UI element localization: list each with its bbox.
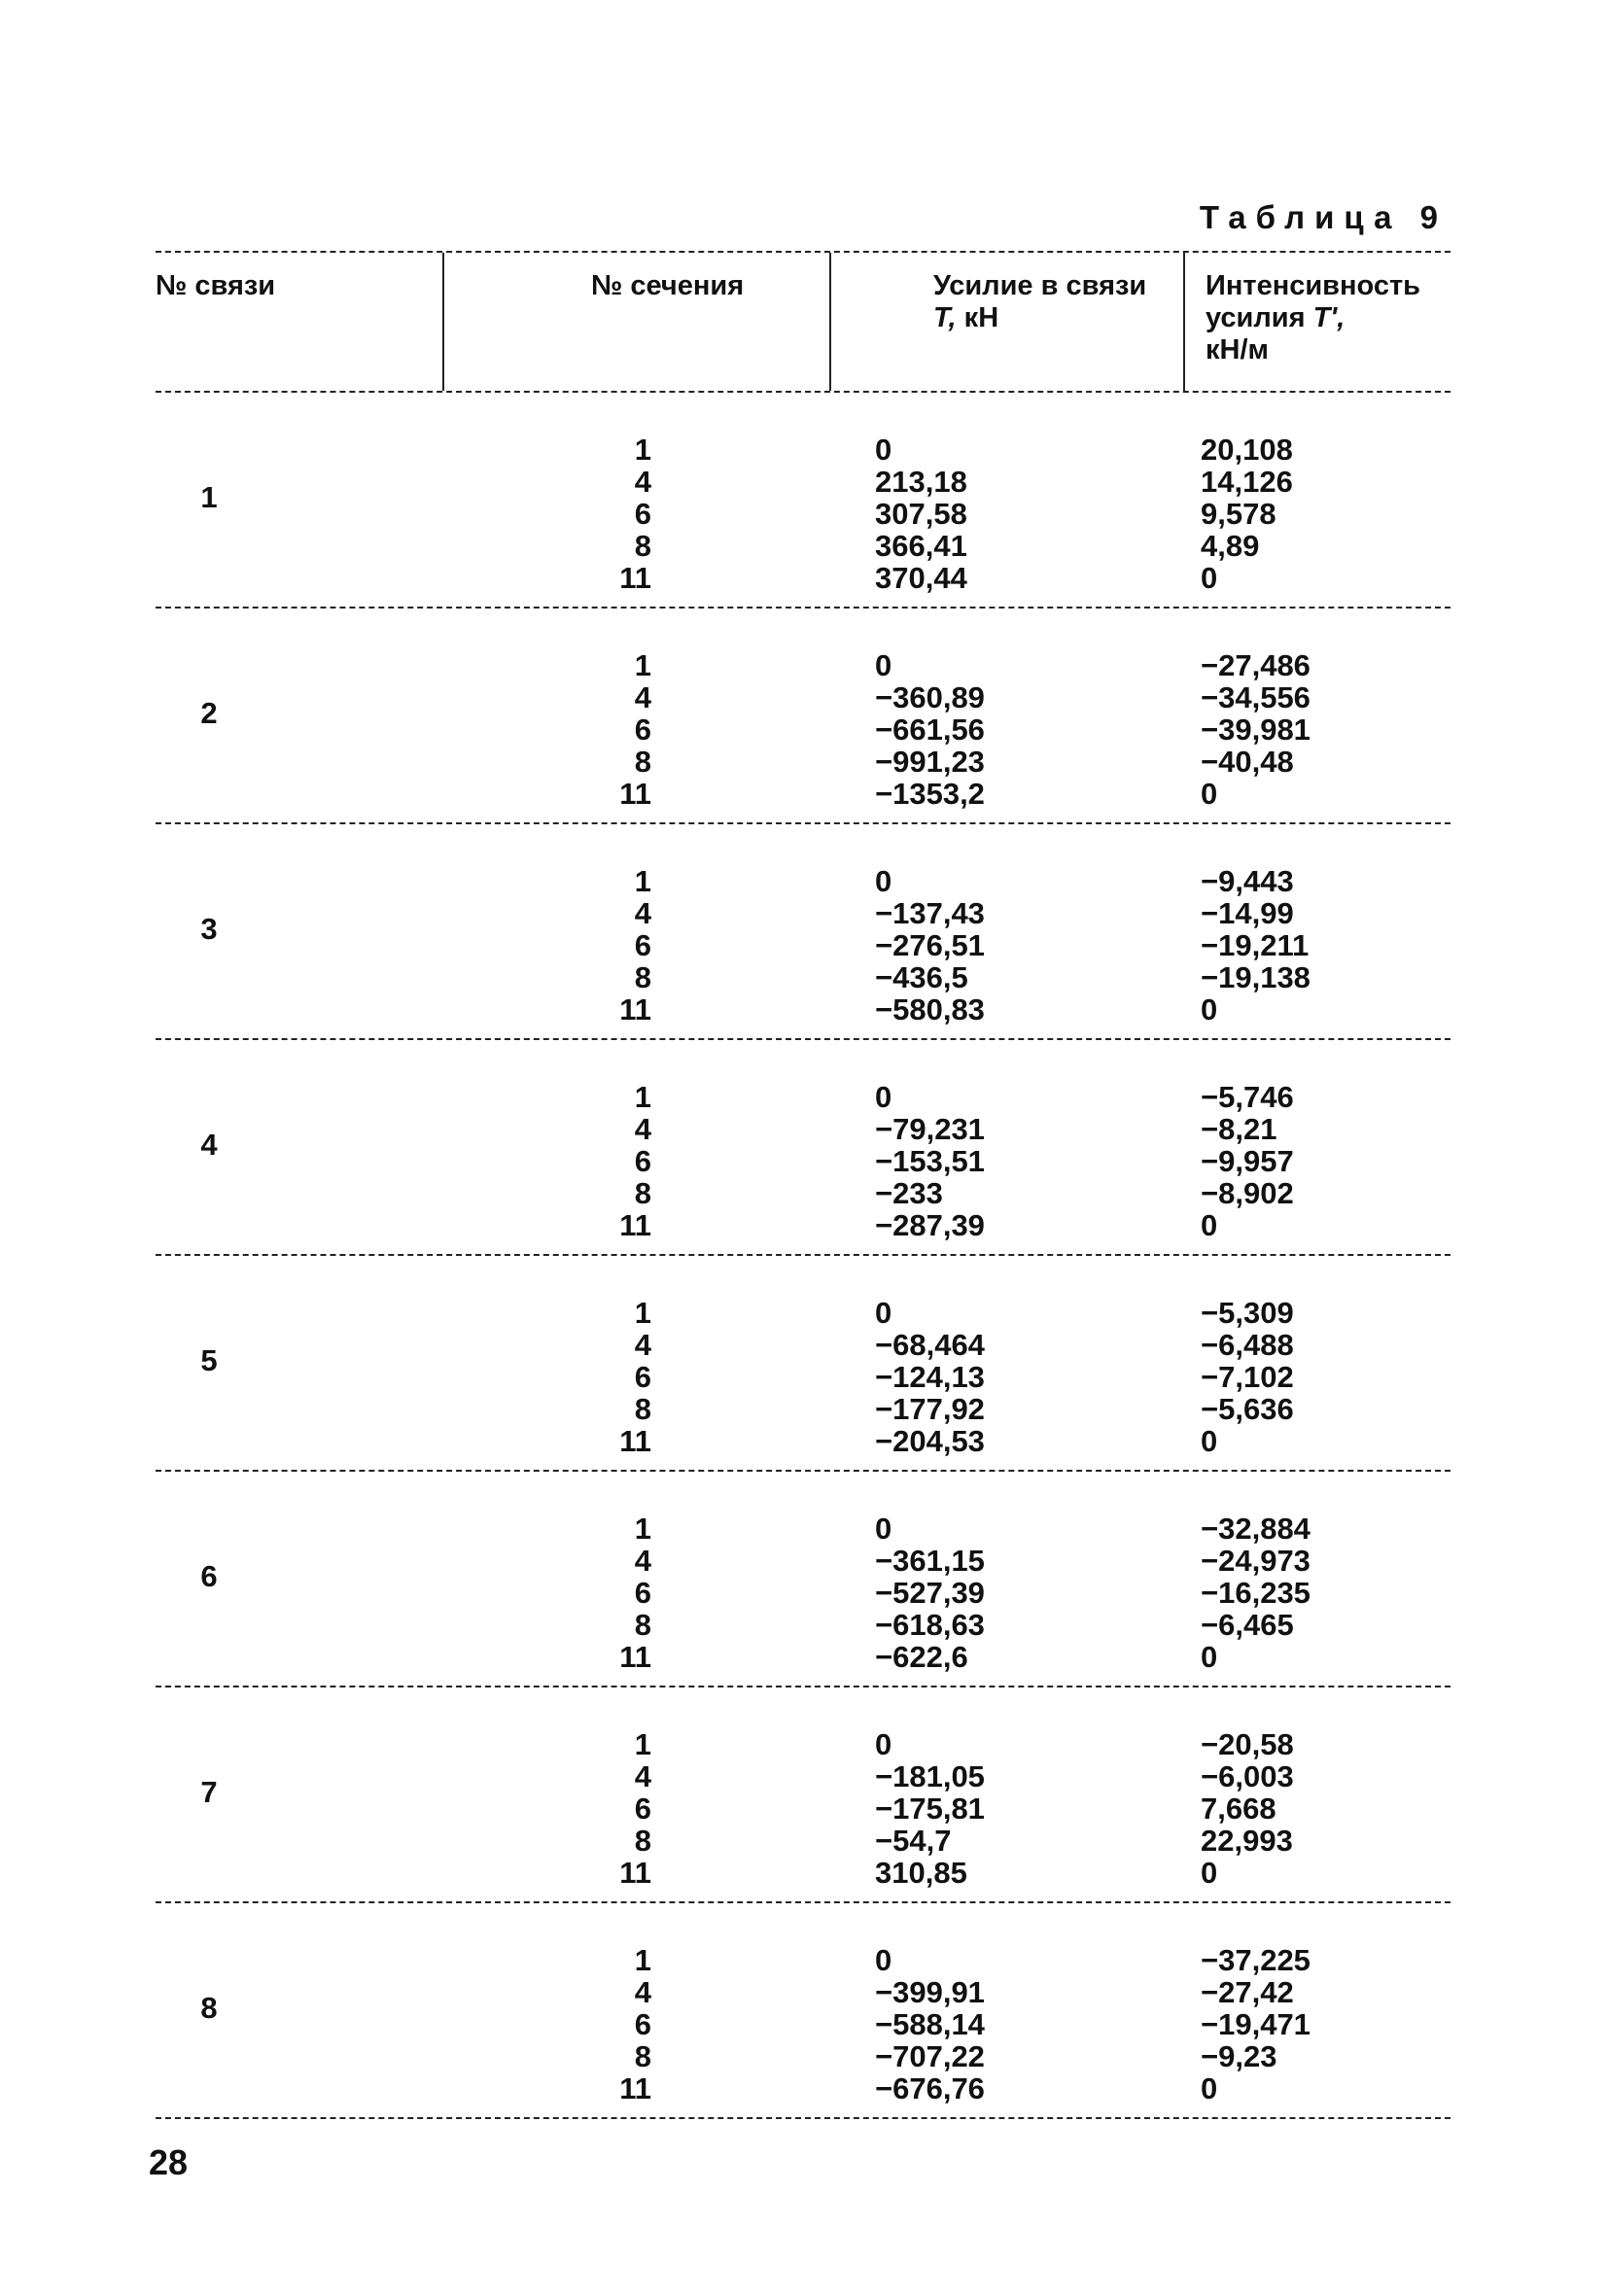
section-value: 11 [619, 777, 651, 811]
section-value: 4 [634, 1759, 651, 1793]
force-value: 307,58 [875, 497, 967, 531]
force-value: −181,05 [875, 1759, 985, 1793]
force-value: −79,231 [875, 1112, 985, 1146]
force-value: 370,44 [875, 561, 967, 595]
section-value: 1 [634, 1080, 651, 1114]
intensity-value: −19,211 [1201, 928, 1310, 962]
intensity-value: −34,556 [1201, 680, 1311, 714]
force-value: −233 [875, 1176, 943, 1210]
table-group [156, 609, 1451, 824]
intensity-value: 20,108 [1201, 433, 1293, 467]
intensity-column [1201, 1513, 1415, 1673]
section-value: 4 [634, 680, 651, 714]
section-value: 11 [619, 992, 651, 1026]
header-divider [442, 253, 444, 391]
section-value: 4 [634, 1328, 651, 1362]
intensity-column [1201, 649, 1415, 810]
force-value: −177,92 [875, 1392, 985, 1426]
section-value: 1 [634, 864, 651, 898]
force-value: −276,51 [875, 928, 985, 962]
intensity-value: 0 [1201, 1208, 1218, 1242]
intensity-value: −19,471 [1201, 2007, 1311, 2041]
force-value: 366,41 [875, 529, 967, 563]
section-value: 6 [634, 1144, 651, 1178]
section-value: 6 [634, 713, 651, 747]
section-value: 1 [634, 1296, 651, 1330]
intensity-value: −5,746 [1201, 1080, 1294, 1114]
force-value: −287,39 [875, 1208, 985, 1242]
force-value: −622,6 [875, 1640, 968, 1674]
section-value: 1 [634, 1727, 651, 1761]
section-value: 11 [619, 1208, 651, 1242]
intensity-value: −37,225 [1201, 1943, 1311, 1977]
table-group [156, 1472, 1451, 1687]
force-value: −707,22 [875, 2039, 985, 2073]
header-divider [1183, 253, 1185, 391]
intensity-value: 7,668 [1201, 1792, 1276, 1826]
table-body [156, 393, 1451, 2119]
intensity-value: 14,126 [1201, 465, 1293, 499]
intensity-value: −19,138 [1201, 960, 1311, 994]
header-force [933, 270, 1146, 334]
intensity-value: 9,578 [1201, 497, 1276, 531]
intensity-column [1201, 1728, 1415, 1889]
section-value: 4 [634, 465, 651, 499]
force-value: −153,51 [875, 1144, 985, 1178]
intensity-value: −9,443 [1201, 864, 1294, 898]
header-intensity-unit: кН/м [1206, 334, 1269, 365]
section-value: 6 [634, 497, 651, 531]
section-value: 8 [634, 960, 651, 994]
section-value: 6 [634, 1792, 651, 1826]
header-force-line2 [933, 302, 1146, 334]
link-number: 8 [200, 1991, 218, 2025]
intensity-value: −14,99 [1201, 896, 1294, 930]
force-value: 0 [875, 864, 892, 898]
section-value: 1 [634, 1512, 651, 1546]
force-value: −580,83 [875, 992, 985, 1026]
link-number: 4 [200, 1128, 218, 1162]
section-value: 4 [634, 1975, 651, 2009]
intensity-column [1201, 434, 1415, 594]
table-header [156, 251, 1451, 393]
force-column [875, 1081, 1060, 1241]
header-force-unit: кН [956, 302, 999, 333]
page-number: 28 [149, 2142, 189, 2182]
table-group [156, 824, 1451, 1040]
section-value: 4 [634, 1544, 651, 1578]
intensity-value: −20,58 [1201, 1727, 1294, 1761]
header-intensity-line1: Интенсивность [1206, 270, 1420, 301]
table-group [156, 1903, 1451, 2119]
force-value: 0 [875, 1943, 892, 1977]
section-value: 6 [634, 1576, 651, 1610]
force-column [875, 1297, 1060, 1457]
table-group [156, 393, 1451, 609]
force-value: −588,14 [875, 2007, 985, 2041]
intensity-value: −6,465 [1201, 1608, 1294, 1642]
force-column [875, 434, 1060, 594]
force-column [875, 1513, 1060, 1673]
force-value: 0 [875, 648, 892, 682]
intensity-value: 0 [1201, 1640, 1218, 1674]
force-value: −527,39 [875, 1576, 985, 1610]
table-group [156, 1256, 1451, 1472]
intensity-value: 0 [1201, 992, 1218, 1026]
sections-column [564, 434, 651, 594]
section-value: 1 [634, 648, 651, 682]
table-group [156, 1687, 1451, 1903]
sections-column [564, 649, 651, 810]
section-value: 8 [634, 1824, 651, 1858]
link-number: 6 [200, 1559, 218, 1593]
force-value: −124,13 [875, 1360, 985, 1394]
link-number: 7 [200, 1775, 218, 1809]
force-value: −991,23 [875, 745, 985, 779]
link-number: 2 [200, 696, 218, 730]
intensity-value: 0 [1201, 1424, 1218, 1458]
section-value: 6 [634, 2007, 651, 2041]
section-value: 8 [634, 2039, 651, 2073]
intensity-value: −39,981 [1201, 713, 1311, 747]
intensity-column [1201, 1297, 1415, 1457]
section-value: 8 [634, 1392, 651, 1426]
section-value: 11 [619, 2071, 651, 2105]
intensity-value: 22,993 [1201, 1824, 1293, 1858]
force-value: 213,18 [875, 465, 967, 499]
force-value: 0 [875, 1727, 892, 1761]
intensity-value: −8,902 [1201, 1176, 1294, 1210]
force-column [875, 1944, 1060, 2105]
force-value: 0 [875, 433, 892, 467]
section-value: 11 [619, 561, 651, 595]
link-number: 1 [200, 480, 218, 514]
intensity-value: 4,89 [1201, 529, 1260, 563]
header-divider [829, 253, 831, 391]
section-value: 6 [634, 928, 651, 962]
intensity-value: −6,003 [1201, 1759, 1294, 1793]
intensity-column [1201, 1081, 1415, 1241]
section-value: 8 [634, 1608, 651, 1642]
force-value: 0 [875, 1296, 892, 1330]
sections-column [564, 1513, 651, 1673]
force-value: 0 [875, 1512, 892, 1546]
header-force-symbol: T, [933, 302, 957, 333]
section-value: 8 [634, 529, 651, 563]
force-column [875, 649, 1060, 810]
force-value: −618,63 [875, 1608, 985, 1642]
link-number: 3 [200, 912, 218, 946]
force-column [875, 1728, 1060, 1889]
section-value: 8 [634, 745, 651, 779]
link-number: 5 [200, 1343, 218, 1377]
intensity-value: −5,636 [1201, 1392, 1294, 1426]
force-value: −360,89 [875, 680, 985, 714]
force-value: 0 [875, 1080, 892, 1114]
section-value: 11 [619, 1424, 651, 1458]
section-value: 11 [619, 1640, 651, 1674]
intensity-value: −16,235 [1201, 1576, 1311, 1610]
table-caption: Таблица 9 [1199, 199, 1448, 235]
intensity-value: −24,973 [1201, 1544, 1311, 1578]
sections-column [564, 865, 651, 1026]
force-value: −54,7 [875, 1824, 952, 1858]
force-value: −137,43 [875, 896, 985, 930]
section-value: 11 [619, 1856, 651, 1890]
intensity-value: −5,309 [1201, 1296, 1294, 1330]
intensity-value: −32,884 [1201, 1512, 1311, 1546]
intensity-value: 0 [1201, 777, 1218, 811]
section-value: 6 [634, 1360, 651, 1394]
force-value: 310,85 [875, 1856, 967, 1890]
section-value: 1 [634, 1943, 651, 1977]
sections-column [564, 1728, 651, 1889]
intensity-value: −27,42 [1201, 1975, 1294, 2009]
section-value: 8 [634, 1176, 651, 1210]
force-value: −661,56 [875, 713, 985, 747]
force-value: −676,76 [875, 2071, 985, 2105]
force-value: −68,464 [875, 1328, 985, 1362]
intensity-value: −40,48 [1201, 745, 1294, 779]
section-value: 4 [634, 896, 651, 930]
header-intensity [1206, 270, 1420, 366]
force-value: −175,81 [875, 1792, 985, 1826]
intensity-value: −7,102 [1201, 1360, 1294, 1394]
intensity-value: −6,488 [1201, 1328, 1294, 1362]
data-table [156, 251, 1451, 2119]
intensity-value: −8,21 [1201, 1112, 1277, 1146]
table-group [156, 1040, 1451, 1256]
intensity-value: −9,957 [1201, 1144, 1294, 1178]
intensity-value: 0 [1201, 1856, 1218, 1890]
intensity-value: −27,486 [1201, 648, 1311, 682]
sections-column [564, 1944, 651, 2105]
force-value: −204,53 [875, 1424, 985, 1458]
header-intensity-line2 [1206, 302, 1420, 334]
force-value: −361,15 [875, 1544, 985, 1578]
sections-column [564, 1081, 651, 1241]
header-force-line1: Усилие в связи [933, 270, 1147, 301]
sections-column [564, 1297, 651, 1457]
header-link-number: № связи [156, 270, 276, 301]
force-value: −436,5 [875, 960, 968, 994]
intensity-value: 0 [1201, 2071, 1218, 2105]
header-intensity-text: усилия [1206, 302, 1313, 333]
intensity-value: 0 [1201, 561, 1218, 595]
force-value: −1353,2 [875, 777, 985, 811]
force-column [875, 865, 1060, 1026]
section-value: 1 [634, 433, 651, 467]
section-value: 4 [634, 1112, 651, 1146]
header-intensity-symbol: T', [1312, 302, 1346, 333]
intensity-column [1201, 865, 1415, 1026]
intensity-column [1201, 1944, 1415, 2105]
intensity-value: −9,23 [1201, 2039, 1277, 2073]
header-section-number: № сечения [591, 270, 745, 301]
force-value: −399,91 [875, 1975, 985, 2009]
